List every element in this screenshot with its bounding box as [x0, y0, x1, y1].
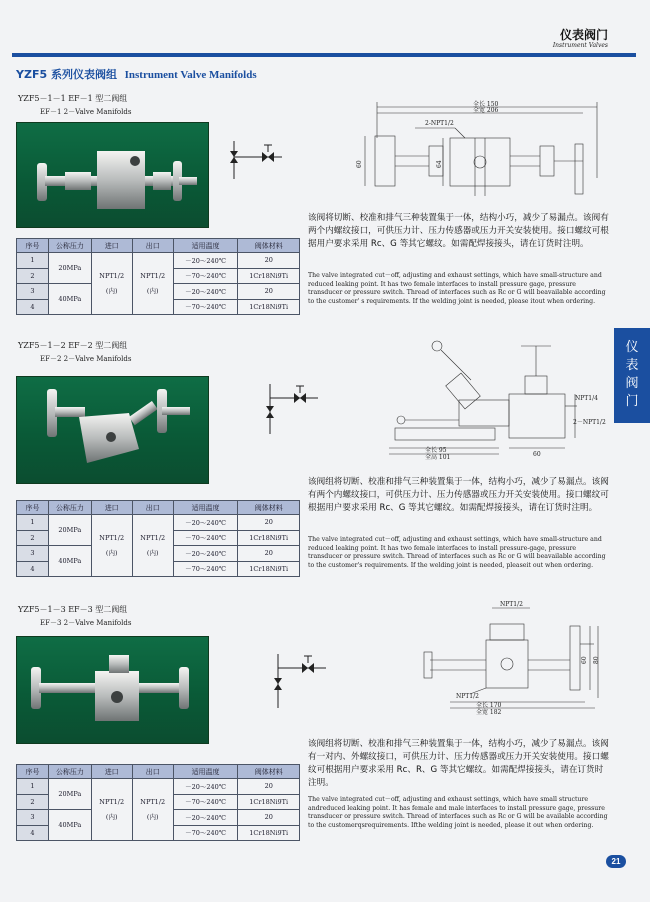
row-index: 4 — [17, 561, 49, 577]
outlet-note: (内) — [146, 548, 159, 557]
dim-total-width: 全宽 182 — [476, 709, 502, 716]
outlet-cell — [132, 253, 173, 315]
valve-symbol — [222, 135, 284, 183]
row-index: 3 — [17, 546, 49, 562]
outlet-note: (内) — [146, 812, 159, 821]
dim-npt-bottom: NPT1/2 — [456, 693, 479, 700]
temp-cell: －20～240℃ — [173, 810, 238, 826]
material-cell: 1Cr18Ni9Ti — [238, 530, 300, 546]
dim-height-60: 60 — [581, 656, 588, 664]
valve-symbol — [266, 650, 328, 712]
material-cell: 20 — [238, 253, 300, 269]
material-cell: 1Cr18Ni9Ti — [238, 825, 300, 841]
row-index: 1 — [17, 779, 49, 795]
col-header: 出口 — [132, 765, 173, 779]
dim-total-height: 全高 101 — [425, 454, 451, 461]
inlet-cell — [91, 253, 132, 315]
temp-cell: －20～240℃ — [173, 253, 238, 269]
side-tab-char: 表 — [625, 358, 639, 373]
pressure-cell: 40MPa — [49, 546, 92, 577]
title-code: YZF5 — [16, 68, 48, 81]
row-index: 4 — [17, 299, 49, 315]
pressure-cell: 20MPa — [49, 253, 92, 284]
side-tab-char: 门 — [625, 394, 639, 409]
dim-total-length: 全长 95 — [425, 447, 447, 454]
dimension-drawing — [385, 336, 615, 464]
spec-table — [16, 500, 300, 577]
col-header: 序号 — [17, 765, 49, 779]
outlet-cell — [132, 515, 173, 577]
side-tab — [614, 328, 650, 423]
col-header: 出口 — [132, 501, 173, 515]
outlet-value: NPT1/2 — [140, 271, 166, 280]
outlet-value: NPT1/2 — [140, 797, 166, 806]
col-header: 序号 — [17, 501, 49, 515]
spec-table — [16, 238, 300, 315]
inlet-value: NPT1/2 — [99, 271, 125, 280]
col-header: 公称压力 — [49, 501, 92, 515]
row-index: 2 — [17, 530, 49, 546]
dim-height-80: 80 — [593, 656, 600, 664]
pressure-cell: 20MPa — [49, 515, 92, 546]
description-cn: 该阀将切断、校准和排气三种装置集于一体，结构小巧，减少了易漏点。该阀有两个内螺纹接口，可供压力计、压力传感器或压力开关安装使用。接口螺纹可根据用户要求采用 Rc、G 等其它螺纹。如需配焊接接头，请在订货时注明。 — [308, 213, 609, 249]
col-header: 进口 — [91, 501, 132, 515]
col-header: 出口 — [132, 239, 173, 253]
section-subtitle: EF－2 2－Valve Manifolds — [40, 355, 132, 363]
table-row — [17, 779, 300, 795]
material-cell: 20 — [238, 810, 300, 826]
inlet-cell — [91, 515, 132, 577]
header-subtitle: Instrument Valves — [552, 42, 608, 49]
material-cell: 20 — [238, 515, 300, 531]
section-title: YZF5－1－3 EF－3 型二阀组 — [18, 605, 128, 614]
temp-cell: －70～240℃ — [173, 561, 238, 577]
inlet-note: (内) — [105, 812, 118, 821]
header-rule — [12, 53, 636, 57]
description-cn: 该阀组将切断、校准和排气三种装置集于一体，结构小巧，减少了易漏点。该阀有两个内螺纹接口，可供压力计、压力传感器或压力开关安装使用。接口螺纹可根据用户要求采用 Rc、G 等其它螺纹。如需配焊接接头，请在订货时注明。 — [308, 477, 609, 513]
page-number: 21 — [606, 855, 626, 868]
header-title: 仪表阀门 — [559, 28, 608, 42]
section-title: YZF5－1－1 EF－1 型二阀组 — [18, 94, 128, 103]
dimension-drawing — [420, 598, 610, 722]
col-header: 公称压力 — [49, 239, 92, 253]
row-index: 2 — [17, 794, 49, 810]
material-cell: 1Cr18Ni9Ti — [238, 299, 300, 315]
table-row — [17, 515, 300, 531]
col-header: 阀体材料 — [238, 501, 300, 515]
spec-table — [16, 764, 300, 841]
inlet-value: NPT1/2 — [99, 533, 125, 542]
row-index: 3 — [17, 284, 49, 300]
product-photo — [16, 122, 209, 228]
description-cn: 该阀组将切断、校准和排气三种装置集于一体，结构小巧，减少了易漏点。该阀有一对内、外螺纹接口，可供压力计、压力传感器或压力开关安装使用。接口螺纹可根据用户要求采用 Rc、R、G 等其它螺纹。如需配焊接接头，请在订货时注明。 — [308, 739, 609, 788]
page-title — [16, 66, 257, 82]
col-header: 适用温度 — [173, 765, 238, 779]
side-tab-char: 阀 — [625, 376, 639, 391]
temp-cell: －20～240℃ — [173, 546, 238, 562]
col-header: 公称压力 — [49, 765, 92, 779]
col-header: 序号 — [17, 239, 49, 253]
dim-total-length: 全长 170 — [476, 702, 502, 709]
temp-cell: －20～240℃ — [173, 515, 238, 531]
material-cell: 1Cr18Ni9Ti — [238, 561, 300, 577]
col-header: 适用温度 — [173, 501, 238, 515]
outlet-value: NPT1/2 — [140, 533, 166, 542]
description-en: The valve integrated cut－off, adjusting and exhaust settings, which have small structure andreduced leaking point. It has female and male interfaces to install pressure gage, pressure transducer or pressure switch. Thread of interfaces such as Rc or G will be available according to the customerqsrequirements. Ifthe welding joint is needed, please it out when ordering. — [308, 796, 608, 829]
outlet-note: (内) — [146, 286, 159, 295]
dim-total-width: 全宽 206 — [473, 107, 499, 114]
temp-cell: －70～240℃ — [173, 268, 238, 284]
row-index: 3 — [17, 810, 49, 826]
dim-npt-top: NPT1/2 — [500, 601, 523, 608]
valve-symbol — [258, 380, 320, 438]
pressure-cell: 40MPa — [49, 284, 92, 315]
temp-cell: －70～240℃ — [173, 530, 238, 546]
row-index: 2 — [17, 268, 49, 284]
outlet-cell — [132, 779, 173, 841]
dim-thread: 2-NPT1/2 — [425, 120, 454, 127]
pressure-cell: 20MPa — [49, 779, 92, 810]
material-cell: 20 — [238, 546, 300, 562]
description-en: The valve integrated cut－off, adjusting and exhaust settings, which have small-structure and reduced leaking point. It has two female interfaces to install pressure-gage, pressure transducer or pressure switch. Thread of interfaces such as Rc or G will beavailable according to the customer's requirements. If the welding joint is needed, pleaseit out when ordering. — [308, 536, 606, 569]
col-header: 进口 — [91, 765, 132, 779]
material-cell: 20 — [238, 284, 300, 300]
dim-npt14: NPT1/4 — [575, 395, 598, 402]
side-tab-char: 仪 — [625, 340, 639, 355]
temp-cell: －70～240℃ — [173, 299, 238, 315]
temp-cell: －20～240℃ — [173, 284, 238, 300]
temp-cell: －70～240℃ — [173, 825, 238, 841]
dimension-drawing — [355, 98, 607, 210]
inlet-note: (内) — [105, 548, 118, 557]
product-photo — [16, 636, 209, 744]
temp-cell: －70～240℃ — [173, 794, 238, 810]
row-index: 4 — [17, 825, 49, 841]
col-header: 进口 — [91, 239, 132, 253]
material-cell: 1Cr18Ni9Ti — [238, 268, 300, 284]
title-cn: 系列仪表阀组 — [47, 68, 117, 81]
inlet-note: (内) — [105, 286, 118, 295]
temp-cell: －20～240℃ — [173, 779, 238, 795]
table-row — [17, 253, 300, 269]
section-subtitle: EF－1 2－Valve Manifolds — [40, 108, 132, 116]
title-en: Instrument Valve Manifolds — [124, 69, 257, 81]
dim-height: 60 — [356, 160, 363, 168]
dim-thread: 2－NPT1/2 — [573, 419, 606, 426]
row-index: 1 — [17, 253, 49, 269]
dim-body: 64 — [436, 160, 443, 168]
dim-total-length: 全长 150 — [473, 101, 499, 108]
section-title: YZF5－1－2 EF－2 型二阀组 — [18, 341, 128, 350]
col-header: 阀体材料 — [238, 239, 300, 253]
col-header: 适用温度 — [173, 239, 238, 253]
inlet-cell — [91, 779, 132, 841]
material-cell: 1Cr18Ni9Ti — [238, 794, 300, 810]
pressure-cell: 40MPa — [49, 810, 92, 841]
dim-width: 60 — [533, 451, 541, 458]
material-cell: 20 — [238, 779, 300, 795]
product-photo — [16, 376, 209, 484]
col-header: 阀体材料 — [238, 765, 300, 779]
description-en: The valve integrated cut－off, adjusting and exhaust settings, which have small-structure and reduced leaking point. It has two female interfaces to install pressure gage, pressure transducer or pressure switch. Thread of interfaces such as Rc or G will beavailable according to the customer' s requirements. If the welding joint is needed, please itout when ordering. — [308, 272, 606, 305]
row-index: 1 — [17, 515, 49, 531]
inlet-value: NPT1/2 — [99, 797, 125, 806]
section-subtitle: EF－3 2－Valve Manifolds — [40, 619, 132, 627]
